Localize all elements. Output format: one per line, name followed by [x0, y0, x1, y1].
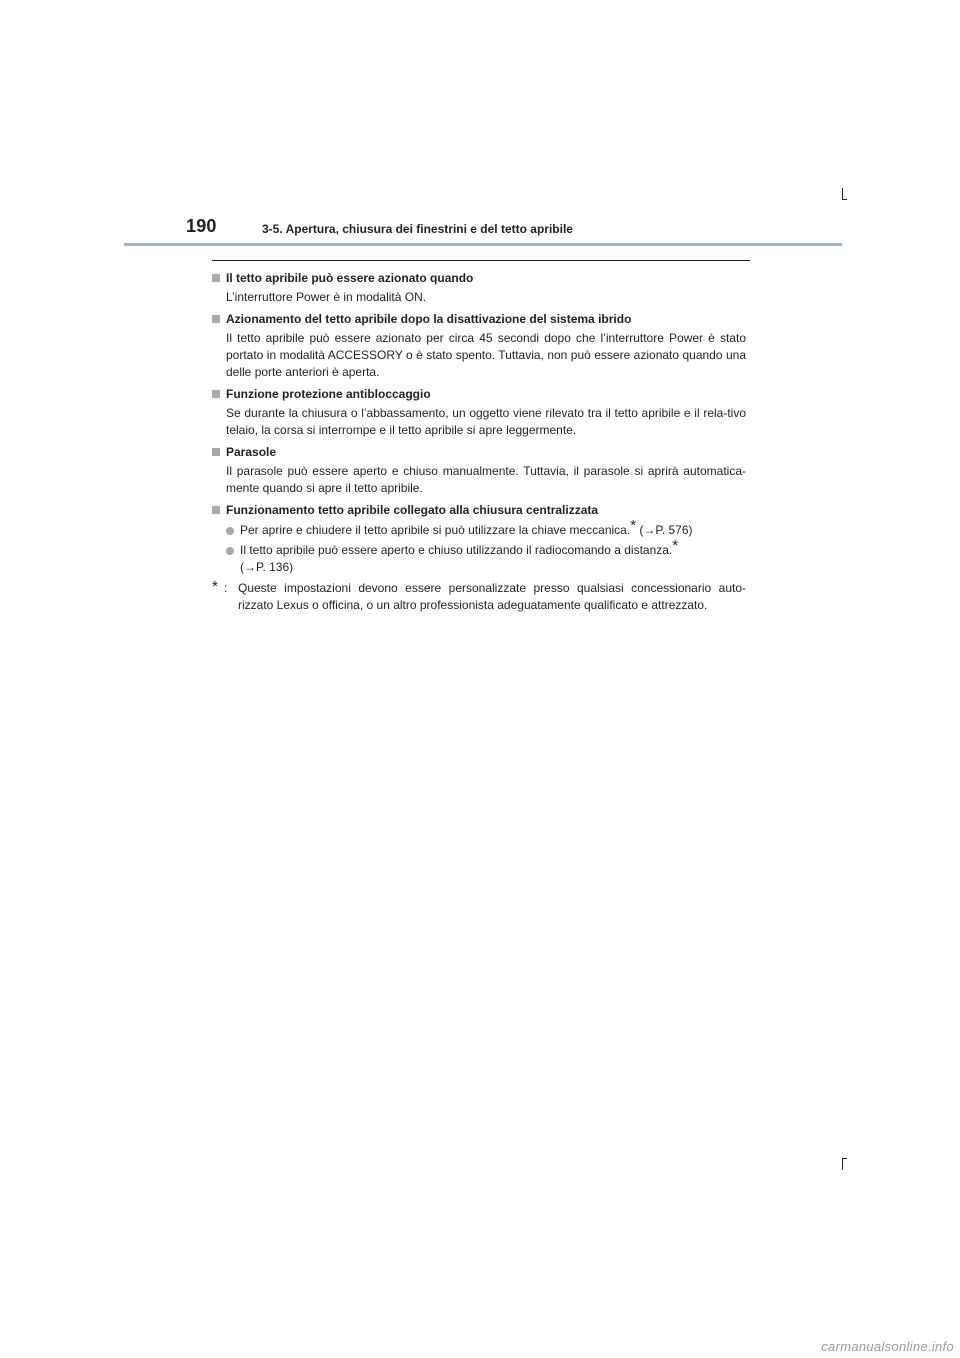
- page-reference: (→P. 576): [636, 523, 693, 537]
- section-heading: [212, 270, 746, 287]
- section-heading-text: Funzione protezione antibloccaggio: [226, 387, 431, 401]
- footnote: [212, 580, 746, 614]
- round-bullet-icon: [226, 527, 234, 535]
- page-number: 190: [186, 216, 217, 236]
- crop-mark-top: [842, 188, 843, 200]
- square-bullet-icon: [212, 506, 220, 514]
- section-heading-text: Il tetto apribile può essere azionato quando: [226, 271, 474, 285]
- list-item-text: Per aprire e chiudere il tetto apribile si può utilizzare la chiave meccanica.: [240, 523, 631, 537]
- footnote-text: Queste impostazioni devono essere personalizzate presso qualsiasi concessionario auto-rizzato Lexus o officina, o un altro professionista adeguatamente qualificato e attrezzato.: [238, 581, 746, 612]
- square-bullet-icon: [212, 390, 220, 398]
- asterisk-mark: *: [630, 517, 637, 534]
- list-item: [212, 537, 746, 576]
- section-heading-text: Parasole: [226, 445, 277, 459]
- section-heading: [212, 444, 746, 461]
- watermark: carmanualsonline.info: [821, 1339, 954, 1354]
- square-bullet-icon: [212, 448, 220, 456]
- page-content: [212, 270, 746, 614]
- header-rule: [124, 243, 842, 246]
- section-text: Il tetto apribile può essere azionato per circa 45 secondi dopo che l’interruttore Power è stato portato in modalità ACCESSORY o è stato spento. Tuttavia, non può essere azionato quando una delle porte anteriori è aperta.: [226, 331, 746, 379]
- asterisk-mark: *: [672, 537, 679, 554]
- section-heading-text: Azionamento del tetto apribile dopo la disattivazione del sistema ibrido: [226, 312, 632, 326]
- section-heading: [212, 386, 746, 403]
- list-item-text: Il tetto apribile può essere aperto e chiuso utilizzando il radiocomando a distanza.: [240, 543, 673, 557]
- section-heading-text: Funzionamento tetto apribile collegato alla chiusura centralizzata: [226, 503, 599, 517]
- crop-mark-bottom: [842, 1158, 843, 1170]
- section-heading: [212, 502, 746, 519]
- list-item: [212, 517, 746, 539]
- square-bullet-icon: [212, 315, 220, 323]
- footnote-mark: *: [212, 578, 218, 595]
- chapter-title: 3-5. Apertura, chiusura dei finestrini e del tetto apribile: [262, 222, 573, 236]
- section-rule: [212, 260, 750, 261]
- round-bullet-icon: [226, 547, 234, 555]
- footnote-colon: :: [224, 581, 228, 595]
- section-text: Il parasole può essere aperto e chiuso manualmente. Tuttavia, il parasole si aprirà automatica-mente quando si apre il tetto apribile.: [226, 464, 746, 495]
- square-bullet-icon: [212, 274, 220, 282]
- section-text: L’interruttore Power è in modalità ON.: [226, 290, 427, 304]
- section-heading: [212, 311, 746, 328]
- section-text: Se durante la chiusura o l’abbassamento, un oggetto viene rilevato tra il tetto apribile e il rela-tivo telaio, la corsa si interrompe e il tetto apribile si apre leggermente.: [226, 406, 746, 437]
- page-reference: (→P. 136): [240, 560, 294, 574]
